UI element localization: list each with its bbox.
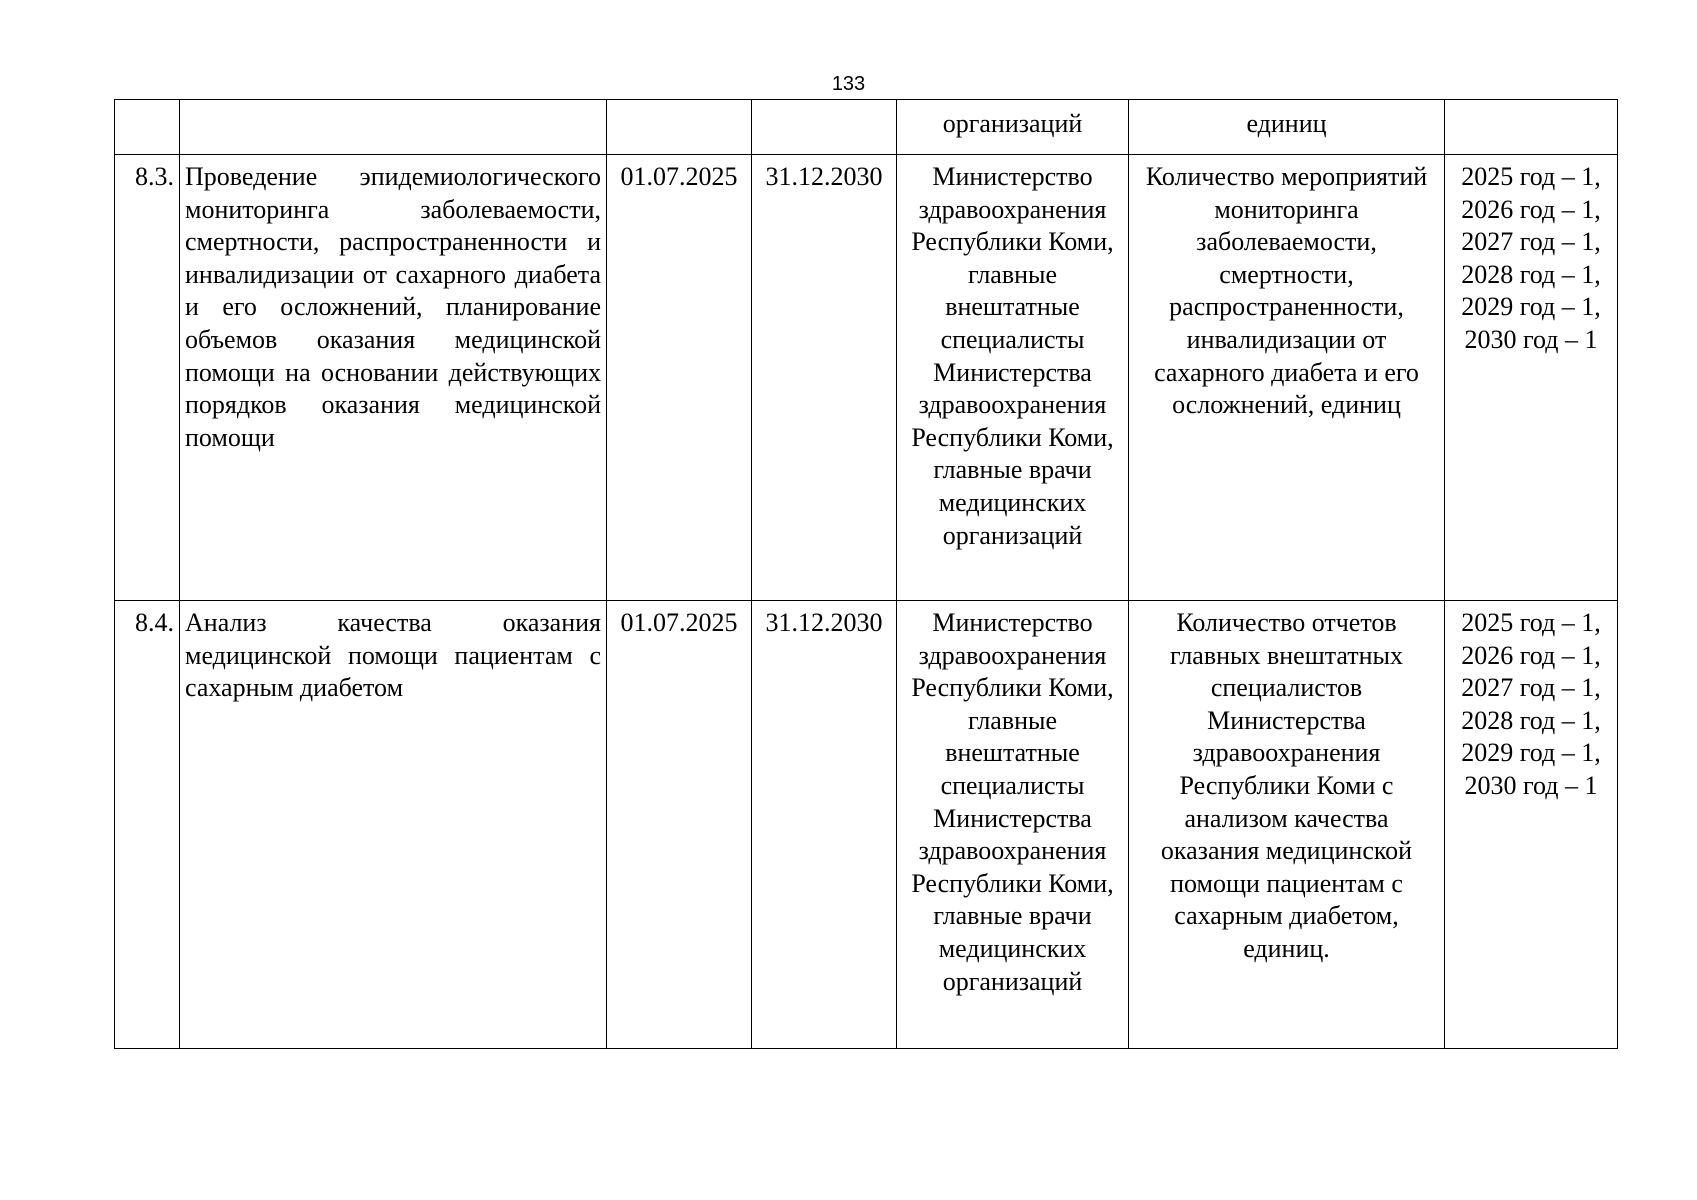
target-value-2029: 2029 год – 1, <box>1461 292 1601 322</box>
activities-table <box>114 99 1618 1049</box>
cell-indicator: единиц <box>1129 100 1445 155</box>
table-row-8-3 <box>115 155 1618 601</box>
target-value-2028: 2028 год – 1, <box>1461 259 1601 289</box>
target-value-2025: 2025 год – 1, <box>1461 608 1601 637</box>
cell-target-values <box>1445 601 1618 1049</box>
cell-indicator: Количество мероприятий мониторинга заболеваемости, смертности, распространенности, инвалидизации от сахарного диабета и его осложнений, единиц <box>1129 155 1445 601</box>
cell-start-date: 01.07.2025 <box>607 155 752 601</box>
cell-activity-name <box>180 100 607 155</box>
cell-start-date <box>607 100 752 155</box>
cell-start-date: 01.07.2025 <box>607 601 752 1049</box>
cell-responsible: организаций <box>897 100 1129 155</box>
cell-target-values <box>1445 155 1618 601</box>
cell-activity-name: Проведение эпидемиологического мониторинга заболеваемости, смертности, распространенности и инвалидизации от сахарного диабета и его осложнений, планирование объемов оказания медицинской помощи на основании действующих порядков оказания медицинской помощи <box>180 155 607 601</box>
target-value-2026: 2026 год – 1, <box>1461 640 1601 670</box>
cell-end-date <box>752 100 897 155</box>
cell-end-date: 31.12.2030 <box>752 601 897 1049</box>
table-row-continuation <box>115 100 1618 155</box>
cell-number <box>115 100 180 155</box>
cell-responsible: Министерство здравоохранения Республики Коми, главные внештатные специалисты Министерства здравоохранения Республики Коми, главные врачи медицинских организаций <box>897 601 1129 1049</box>
cell-responsible: Министерство здравоохранения Республики Коми, главные внештатные специалисты Министерства здравоохранения Республики Коми, главные врачи медицинских организаций <box>897 155 1129 601</box>
cell-indicator: Количество отчетов главных внештатных специалистов Министерства здравоохранения Республики Коми с анализом качества оказания медицинской помощи пациентам с сахарным диабетом, единиц. <box>1129 601 1445 1049</box>
target-value-2030: 2030 год – 1 <box>1464 770 1598 800</box>
target-value-2026: 2026 год – 1, <box>1461 194 1601 224</box>
target-value-2027: 2027 год – 1, <box>1461 227 1601 257</box>
cell-activity-name: Анализ качества оказания медицинской помощи пациентам с сахарным диабетом <box>180 601 607 1049</box>
target-value-2029: 2029 год – 1, <box>1461 738 1601 768</box>
cell-number: 8.3. <box>115 155 180 601</box>
target-value-2025: 2025 год – 1, <box>1461 162 1601 191</box>
target-value-2027: 2027 год – 1, <box>1461 673 1601 703</box>
table-row-8-4 <box>115 601 1618 1049</box>
cell-target-values <box>1445 100 1618 155</box>
cell-end-date: 31.12.2030 <box>752 155 897 601</box>
page-number: 133 <box>831 73 866 95</box>
target-value-2028: 2028 год – 1, <box>1461 705 1601 735</box>
target-value-2030: 2030 год – 1 <box>1464 324 1598 354</box>
cell-number: 8.4. <box>115 601 180 1049</box>
